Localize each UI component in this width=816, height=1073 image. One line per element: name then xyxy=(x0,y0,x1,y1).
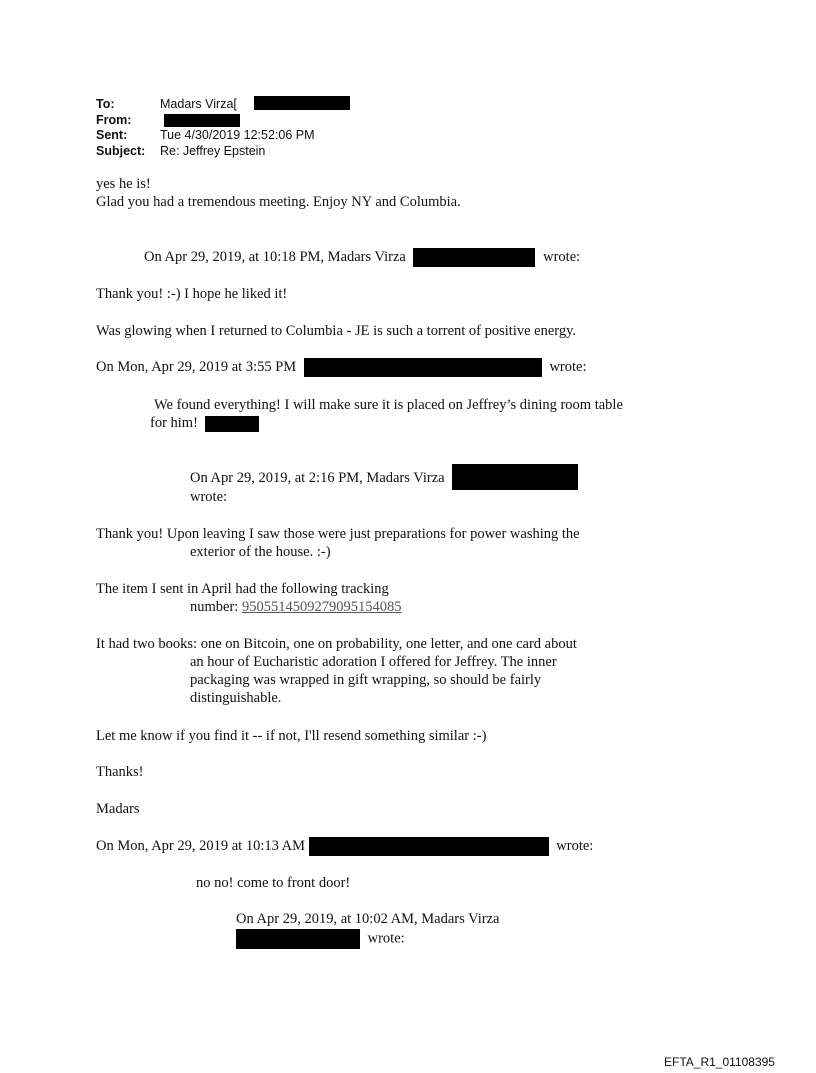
attribution-text: On Mon, Apr 29, 2019 at 3:55 PM xyxy=(96,359,297,375)
reply-line-2: Glad you had a tremendous meeting. Enjoy NY and Columbia. xyxy=(96,194,461,210)
redaction-box xyxy=(413,248,535,267)
redaction-box xyxy=(309,837,549,856)
attribution-text: On Apr 29, 2019, at 2:16 PM, Madars Virza xyxy=(190,470,445,486)
header-sent-row xyxy=(96,127,315,143)
attribution-text: On Mon, Apr 29, 2019 at 10:13 AM xyxy=(96,838,306,854)
message-line: We found everything! I will make sure it is placed on Jeffrey’s dining room table xyxy=(154,397,623,413)
subject-label: Subject: xyxy=(96,144,146,158)
sent-label: Sent: xyxy=(96,128,128,142)
attribution-wrote: wrote: xyxy=(543,249,581,265)
quote-attribution: On Apr 29, 2019, at 10:02 AM, Madars Virza xyxy=(236,911,500,927)
message-line xyxy=(190,598,401,616)
message-paragraph: Was glowing when I returned to Columbia - JE is such a torrent of positive energy. xyxy=(96,323,577,339)
attribution-wrote: wrote: xyxy=(549,359,587,375)
message-line xyxy=(150,414,259,432)
redaction-box xyxy=(452,464,578,490)
message-line: exterior of the house. :-) xyxy=(190,544,331,560)
subject-value: Re: Jeffrey Epstein xyxy=(160,144,266,158)
message-line: Thank you! Upon leaving I saw those were just preparations for power washing the xyxy=(96,526,580,542)
message-paragraph: Thank you! :-) I hope he liked it! xyxy=(96,286,288,302)
message-text: number: xyxy=(190,599,239,615)
reply-line-1: yes he is! xyxy=(96,176,151,192)
quote-attribution xyxy=(96,358,587,377)
message-line: packaging was wrapped in gift wrapping, so should be fairly xyxy=(190,672,542,688)
redaction-box xyxy=(236,929,360,949)
attribution-text: On Apr 29, 2019, at 10:18 PM, Madars Virza xyxy=(144,249,406,265)
quote-attribution xyxy=(96,837,593,856)
message-line: It had two books: one on Bitcoin, one on probability, one letter, and one card about xyxy=(96,636,577,652)
signature: Madars xyxy=(96,801,140,817)
message-line: no no! come to front door! xyxy=(196,875,351,891)
attribution-wrote: wrote: xyxy=(556,838,594,854)
header-to-row xyxy=(96,96,237,112)
quote-attribution xyxy=(144,248,580,267)
message-line: an hour of Eucharistic adoration I offered for Jeffrey. The inner xyxy=(190,654,557,670)
message-line: distinguishable. xyxy=(190,690,282,706)
tracking-number-link[interactable]: 9505514509279095154085 xyxy=(241,599,402,615)
redaction-box xyxy=(254,96,350,110)
to-value: Madars Virza[ xyxy=(160,97,237,111)
header-subject-row xyxy=(96,143,266,159)
sent-value: Tue 4/30/2019 12:52:06 PM xyxy=(160,128,315,142)
attribution-wrote: wrote: xyxy=(367,930,405,947)
redaction-box xyxy=(164,114,240,127)
attribution-wrote: wrote: xyxy=(190,489,228,505)
to-label: To: xyxy=(96,97,115,111)
message-line: The item I sent in April had the following tracking xyxy=(96,581,389,597)
redaction-box xyxy=(304,358,542,377)
message-text: for him! xyxy=(150,415,198,431)
from-label: From: xyxy=(96,113,132,127)
message-paragraph: Let me know if you find it -- if not, I'll resend something similar :-) xyxy=(96,728,487,744)
quote-attribution xyxy=(190,469,578,490)
document-id: EFTA_R1_01108395 xyxy=(664,1055,775,1069)
redaction-box xyxy=(205,416,259,432)
quote-attribution-line2 xyxy=(236,929,405,949)
header-from-row xyxy=(96,112,131,128)
message-paragraph: Thanks! xyxy=(96,764,144,780)
